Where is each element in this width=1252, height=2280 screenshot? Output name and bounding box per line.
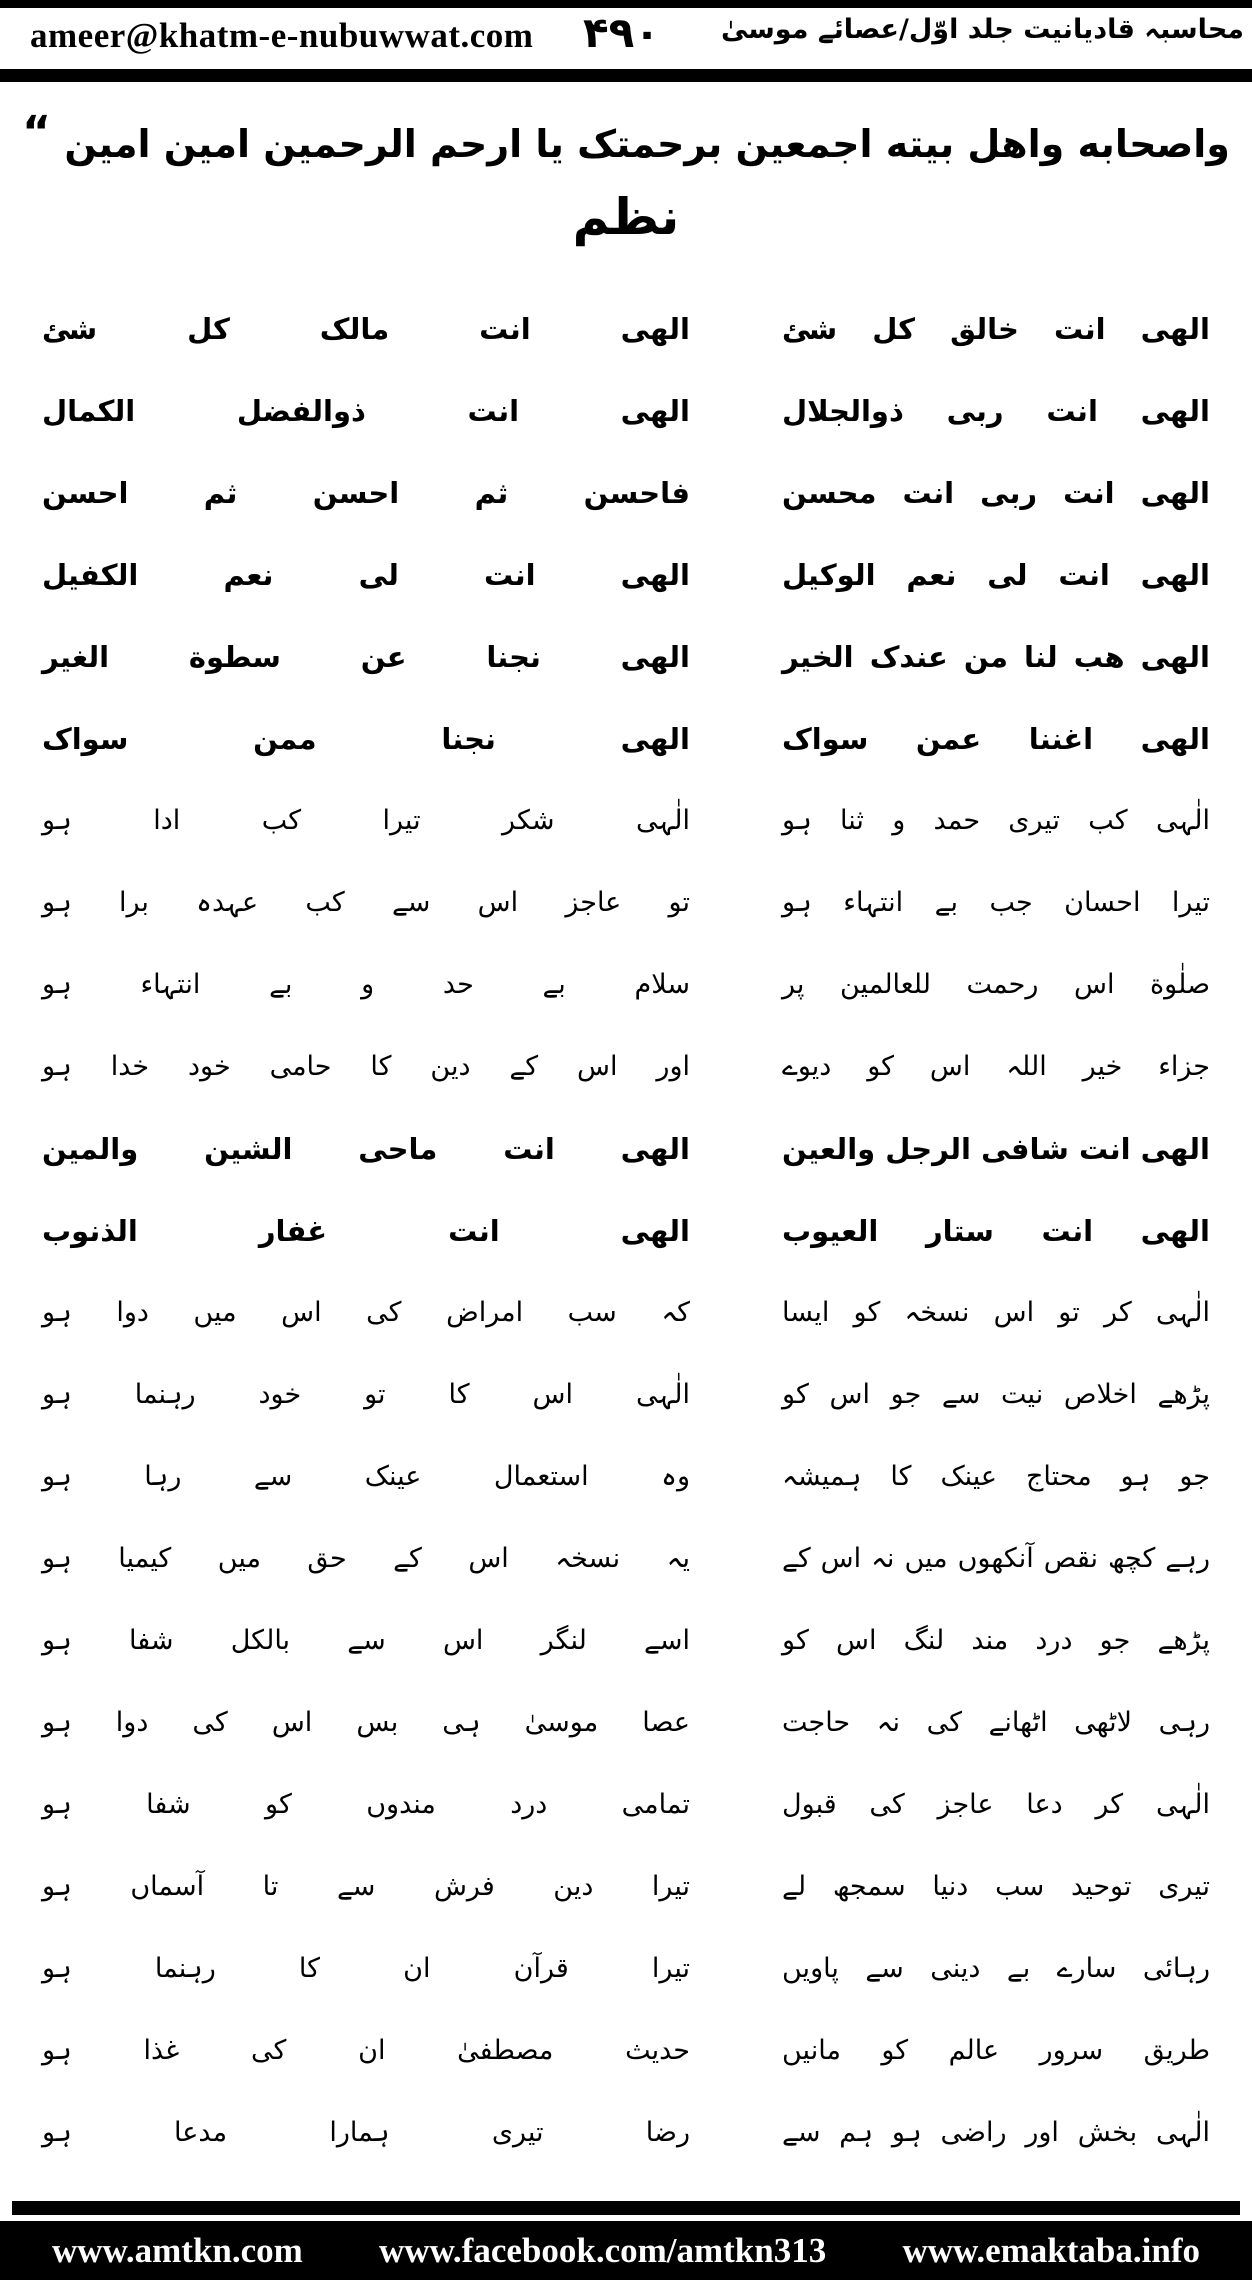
top-border-bar: [0, 0, 1252, 8]
footer-bar: [0, 2221, 1252, 2280]
hemistich-first: الٰہی بخش اور راضی ہو ہم سے: [782, 2117, 1210, 2149]
couplet-row: [42, 1764, 1210, 1846]
hemistich-first: الهی انت ستار العیوب: [782, 1213, 1210, 1248]
hemistich-second: کہ سب امراض کی اس میں دوا ہو: [42, 1297, 690, 1329]
couplet-row: [42, 1928, 1210, 2010]
couplet-row: [42, 1436, 1210, 1518]
hemistich-second: الٰہی اس کا تو خود رہنما ہو: [42, 1379, 690, 1411]
couplet-row: [42, 1190, 1210, 1272]
hemistich-first: صلٰوة اس رحمت للعالمین پر: [782, 969, 1210, 1001]
poem-body: [42, 288, 1210, 2174]
hemistich-second: تیرا دین فرش سے تا آسماں ہو: [42, 1871, 690, 1903]
couplet-row: [42, 616, 1210, 698]
hemistich-second: الهی انت لی نعم الکفیل: [42, 557, 690, 592]
hemistich-second: الهی انت ماحی الشین والمین: [42, 1131, 690, 1166]
hemistich-first: پڑھے اخلاص نیت سے جو اس کو: [782, 1379, 1210, 1411]
couplet-row: [42, 2092, 1210, 2174]
footer-link-facebook: www.facebook.com/amtkn313: [379, 2230, 827, 2270]
hemistich-second: الهی نجنا ممن سواک: [42, 721, 690, 756]
hemistich-second: عصا موسیٰ ہی بس اس کی دوا ہو: [42, 1707, 690, 1739]
hemistich-second: الهی انت مالک کل شئ: [42, 311, 690, 346]
couplet-row: [42, 1518, 1210, 1600]
hemistich-first: الٰہی کر تو اس نسخہ کو ایسا: [782, 1297, 1210, 1329]
hemistich-first: رہی لاٹھی اٹھانے کی نہ حاجت: [782, 1707, 1210, 1739]
couplet-row: [42, 1108, 1210, 1190]
hemistich-first: جزاء خیر اللہ اس کو دیوے: [782, 1051, 1210, 1083]
hemistich-second: اور اس کے دین کا حامی خود خدا ہو: [42, 1051, 690, 1083]
hemistich-second: تمامی درد مندوں کو شفا ہو: [42, 1789, 690, 1821]
hemistich-first: الهی انت ربی انت محسن: [782, 475, 1210, 510]
hemistich-first: رہائی سارے بے دینی سے پاویں: [782, 1953, 1210, 1985]
couplet-row: [42, 1354, 1210, 1436]
hemistich-first: الهی انت شافی الرجل والعین: [782, 1131, 1210, 1166]
couplet-row: [42, 534, 1210, 616]
hemistich-second: حدیث مصطفیٰ ان کی غذا ہو: [42, 2035, 690, 2067]
header-divider-bar: [0, 69, 1252, 82]
hemistich-second: تیرا قرآن ان کا رہنما ہو: [42, 1953, 690, 1985]
couplet-row: [42, 698, 1210, 780]
section-heading-nazm: نظم: [572, 188, 680, 246]
couplet-row: [42, 370, 1210, 452]
hemistich-second: یہ نسخہ اس کے حق میں کیمیا ہو: [42, 1543, 690, 1575]
hemistich-second: رضا تیری ہمارا مدعا ہو: [42, 2117, 690, 2149]
hemistich-first: طریق سرور عالم کو مانیں: [782, 2035, 1210, 2067]
couplet-row: [42, 452, 1210, 534]
hemistich-second: الهی نجنا عن سطوة الغیر: [42, 639, 690, 674]
footer-link-amtkn: www.amtkn.com: [52, 2230, 303, 2270]
hemistich-first: پڑھے جو درد مند لنگ اس کو: [782, 1625, 1210, 1657]
footer-divider-bar: [12, 2201, 1240, 2215]
hemistich-first: الهی انت ربی ذوالجلال: [782, 393, 1210, 428]
hemistich-second: الهی انت غفار الذنوب: [42, 1213, 690, 1248]
hemistich-first: الهی انت خالق کل شئ: [782, 311, 1210, 346]
dua-text: واصحابه واهل بيته اجمعين برحمتک یا ارحم الرحمين امين امين: [64, 122, 1230, 166]
hemistich-second: الهی انت ذوالفضل الکمال: [42, 393, 690, 428]
hemistich-first: رہے کچھ نقص آنکھوں میں نہ اس کے: [782, 1543, 1210, 1575]
hemistich-second: فاحسن ثم احسن ثم احسن: [42, 475, 690, 510]
couplet-row: [42, 1682, 1210, 1764]
hemistich-second: تو عاجز اس سے کب عہدہ برا ہو: [42, 887, 690, 919]
hemistich-second: الٰہی شکر تیرا کب ادا ہو: [42, 805, 690, 837]
couplet-row: [42, 1026, 1210, 1108]
hemistich-first: الٰہی کب تیری حمد و ثنا ہو: [782, 805, 1210, 837]
couplet-row: [42, 288, 1210, 370]
couplet-row: [42, 1600, 1210, 1682]
couplet-row: [42, 944, 1210, 1026]
couplet-row: [42, 780, 1210, 862]
couplet-row: [42, 1272, 1210, 1354]
hemistich-first: تیری توحید سب دنیا سمجھ لے: [782, 1871, 1210, 1903]
book-title: محاسبہ قادیانیت جلد اوّل/عصائے موسیٰ: [720, 14, 1244, 45]
page-number: ۴۹۰: [583, 8, 660, 57]
footer-link-emaktaba: www.emaktaba.info: [902, 2230, 1200, 2270]
couplet-row: [42, 1846, 1210, 1928]
header-email: ameer@khatm-e-nubuwwat.com: [30, 16, 534, 55]
couplet-row: [42, 2010, 1210, 2092]
hemistich-first: الهی هب لنا من عندک الخیر: [782, 639, 1210, 674]
hemistich-second: سلام بے حد و بے انتہاء ہو: [42, 969, 690, 1001]
couplet-row: [42, 862, 1210, 944]
hemistich-first: الهی اغننا عمن سواک: [782, 721, 1210, 756]
hemistich-first: جو ہو محتاج عینک کا ہمیشہ: [782, 1461, 1210, 1493]
hemistich-first: الٰہی کر دعا عاجز کی قبول: [782, 1789, 1210, 1821]
hemistich-second: وہ استعمال عینک سے رہا ہو: [42, 1461, 690, 1493]
hemistich-second: اسے لنگر اس سے بالکل شفا ہو: [42, 1625, 690, 1657]
closing-quote-mark: “: [22, 107, 52, 158]
hemistich-first: الهی انت لی نعم الوکیل: [782, 557, 1210, 592]
hemistich-first: تیرا احسان جب بے انتہاء ہو: [782, 887, 1210, 919]
dua-line: [0, 94, 1252, 183]
